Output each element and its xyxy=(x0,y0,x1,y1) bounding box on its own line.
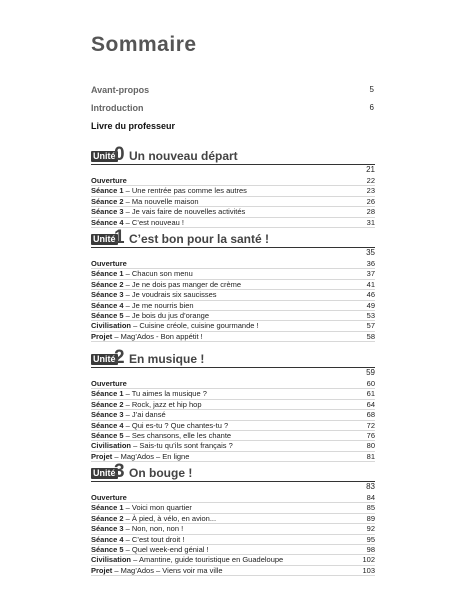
entry-page-number: 92 xyxy=(366,524,375,534)
entry-text: Mag’Ados – Viens voir ma ville xyxy=(120,565,223,575)
entry-keyword: Projet xyxy=(91,331,113,341)
entry-keyword: Civilisation xyxy=(91,441,132,451)
unit-heading xyxy=(91,347,375,377)
entry-text: C’est tout droit ! xyxy=(131,534,185,544)
entry-keyword: Séance 2 xyxy=(91,399,124,409)
toc-entry xyxy=(91,545,375,555)
entry-text: Je bois du jus d’orange xyxy=(131,310,210,320)
toc-entry xyxy=(91,389,375,399)
unit-badge: Unité xyxy=(93,234,116,244)
entry-page-number: 46 xyxy=(366,290,375,300)
entry-keyword: Séance 2 xyxy=(91,513,124,523)
toc-entry xyxy=(91,176,375,186)
entry-keyword: Séance 5 xyxy=(91,430,124,440)
toc-entry xyxy=(91,259,375,269)
toc-entry xyxy=(91,321,375,331)
unit-badge: Unité xyxy=(93,354,116,364)
entry-separator: – xyxy=(123,310,132,320)
entry-page-number: 98 xyxy=(366,544,375,554)
entry-page-number: 84 xyxy=(366,493,375,502)
entry-text: Je vais faire de nouvelles activités xyxy=(131,207,246,217)
entry-page-number: 22 xyxy=(366,176,375,185)
entry-separator: – xyxy=(123,196,132,206)
entry-page-number: 89 xyxy=(366,513,375,523)
entry-keyword: Séance 3 xyxy=(91,524,124,534)
entry-keyword: Ouverture xyxy=(91,379,127,388)
entry-separator: – xyxy=(123,269,132,279)
entry-page-number: 85 xyxy=(366,503,375,513)
unit-entry-list xyxy=(91,176,375,228)
entry-keyword: Séance 5 xyxy=(91,544,124,554)
toc-entry xyxy=(91,566,375,576)
entry-keyword: Séance 1 xyxy=(91,389,124,399)
entry-page-number: 58 xyxy=(366,331,375,341)
entry-text: Je voudrais six saucisses xyxy=(131,290,217,300)
toc-entry xyxy=(91,311,375,321)
entry-text: Une rentrée pas comme les autres xyxy=(131,186,247,196)
entry-separator: – xyxy=(123,544,132,554)
entry-separator: – xyxy=(123,420,132,430)
entry-text: Sais-tu qu’ils sont français ? xyxy=(139,441,233,451)
entry-keyword: Séance 2 xyxy=(91,279,124,289)
unit-badge: Unité xyxy=(93,151,116,161)
entry-separator: – xyxy=(123,503,132,513)
entry-separator: – xyxy=(123,279,132,289)
entry-keyword: Ouverture xyxy=(91,259,127,268)
entry-page-number: 80 xyxy=(366,441,375,451)
entry-separator: – xyxy=(123,534,132,544)
toc-entry xyxy=(91,218,375,228)
entry-page-number: 49 xyxy=(366,300,375,310)
unit-number: 0 xyxy=(114,144,125,165)
entry-keyword: Séance 4 xyxy=(91,534,124,544)
entry-text: Mag’Ados – En ligne xyxy=(120,451,190,461)
entry-text: Je ne dois pas manger de crème xyxy=(131,279,242,289)
entry-keyword: Séance 1 xyxy=(91,269,124,279)
unit-page-number: 35 xyxy=(366,248,375,257)
toc-entry xyxy=(91,503,375,513)
entry-keyword: Civilisation xyxy=(91,555,132,565)
entry-separator: – xyxy=(123,399,132,409)
unit-badge: Unité xyxy=(93,468,116,478)
entry-separator: – xyxy=(123,430,132,440)
toc-entry xyxy=(91,379,375,389)
entry-separator: – xyxy=(131,321,140,331)
toc-entry xyxy=(91,493,375,503)
entry-keyword: Ouverture xyxy=(91,493,127,502)
entry-separator: – xyxy=(123,513,132,523)
entry-page-number: 102 xyxy=(362,555,375,565)
toc-entry xyxy=(91,431,375,441)
entry-page-number: 76 xyxy=(366,430,375,440)
toc-entry xyxy=(91,441,375,451)
front-item xyxy=(91,102,374,114)
entry-keyword: Séance 4 xyxy=(91,420,124,430)
front-item xyxy=(91,120,374,132)
entry-page-number: 28 xyxy=(366,207,375,217)
entry-keyword: Séance 3 xyxy=(91,410,124,420)
entry-text: Voici mon quartier xyxy=(131,503,192,513)
entry-page-number: 103 xyxy=(362,565,375,575)
entry-keyword: Séance 3 xyxy=(91,207,124,217)
toc-entry xyxy=(91,269,375,279)
unit-section xyxy=(91,463,375,576)
entry-page-number: 60 xyxy=(366,379,375,388)
entry-text: À pied, à vélo, en avion... xyxy=(131,513,217,523)
entry-keyword: Séance 4 xyxy=(91,300,124,310)
unit-entry-list xyxy=(91,493,375,576)
entry-page-number: 31 xyxy=(366,217,375,227)
front-item-label: Introduction xyxy=(91,103,144,113)
toc-entry xyxy=(91,186,375,196)
front-item-page: 6 xyxy=(369,103,374,112)
toc-entry xyxy=(91,301,375,311)
entry-text: Quel week-end génial ! xyxy=(131,544,209,554)
toc-entry xyxy=(91,524,375,534)
toc-entry xyxy=(91,332,375,342)
toc-entry xyxy=(91,535,375,545)
unit-title: On bouge ! xyxy=(129,466,193,480)
entry-keyword: Séance 1 xyxy=(91,186,124,196)
entry-page-number: 61 xyxy=(366,389,375,399)
toc-entry xyxy=(91,514,375,524)
entry-keyword: Séance 5 xyxy=(91,310,124,320)
entry-keyword: Séance 3 xyxy=(91,290,124,300)
entry-separator: – xyxy=(123,290,132,300)
toc-entry xyxy=(91,197,375,207)
entry-page-number: 95 xyxy=(366,534,375,544)
entry-text: Chacun son menu xyxy=(131,269,193,279)
entry-page-number: 53 xyxy=(366,310,375,320)
entry-separator: – xyxy=(112,331,121,341)
entry-text: Ma nouvelle maison xyxy=(131,196,199,206)
toc-entry xyxy=(91,290,375,300)
front-item-page: 5 xyxy=(369,85,374,94)
toc-entry xyxy=(91,555,375,565)
unit-title: Un nouveau départ xyxy=(129,149,238,163)
entry-text: Non, non, non ! xyxy=(131,524,184,534)
entry-page-number: 81 xyxy=(366,451,375,461)
entry-separator: – xyxy=(123,410,132,420)
entry-page-number: 36 xyxy=(366,259,375,268)
unit-page-number: 83 xyxy=(366,482,375,491)
unit-entry-list xyxy=(91,259,375,342)
entry-keyword: Projet xyxy=(91,451,113,461)
entry-page-number: 64 xyxy=(366,399,375,409)
entry-text: Cuisine créole, cuisine gourmande ! xyxy=(139,321,259,331)
unit-section xyxy=(91,229,375,342)
entry-keyword: Séance 1 xyxy=(91,503,124,513)
entry-text: J’ai dansé xyxy=(131,410,166,420)
unit-heading xyxy=(91,144,375,174)
entry-separator: – xyxy=(112,451,121,461)
entry-page-number: 37 xyxy=(366,269,375,279)
entry-text: Rock, jazz et hip hop xyxy=(131,399,202,409)
page-title: Sommaire xyxy=(91,33,197,56)
toc-entry xyxy=(91,400,375,410)
entry-text: Tu aimes la musique ? xyxy=(131,389,207,399)
entry-keyword: Ouverture xyxy=(91,176,127,185)
unit-number: 2 xyxy=(114,347,125,368)
entry-text: C’est nouveau ! xyxy=(131,217,184,227)
entry-separator: – xyxy=(131,441,140,451)
unit-heading xyxy=(91,461,375,491)
entry-text: Ses chansons, elle les chante xyxy=(131,430,232,440)
unit-page-number: 59 xyxy=(366,368,375,377)
toc-entry xyxy=(91,280,375,290)
entry-page-number: 26 xyxy=(366,196,375,206)
unit-heading xyxy=(91,227,375,257)
unit-number: 1 xyxy=(114,227,125,248)
entry-text: Je me nourris bien xyxy=(131,300,194,310)
front-item-label: Livre du professeur xyxy=(91,121,176,131)
entry-separator: – xyxy=(123,186,132,196)
entry-text: Qui es-tu ? Que chantes-tu ? xyxy=(131,420,229,430)
entry-page-number: 72 xyxy=(366,420,375,430)
entry-separator: – xyxy=(123,524,132,534)
unit-title: En musique ! xyxy=(129,352,205,366)
unit-section xyxy=(91,146,375,228)
entry-page-number: 41 xyxy=(366,279,375,289)
entry-separator: – xyxy=(123,389,132,399)
entry-page-number: 68 xyxy=(366,410,375,420)
toc-entry xyxy=(91,421,375,431)
front-item xyxy=(91,84,374,96)
unit-section xyxy=(91,349,375,462)
entry-separator: – xyxy=(131,555,139,565)
unit-title: C’est bon pour la santé ! xyxy=(129,232,270,246)
entry-page-number: 23 xyxy=(366,186,375,196)
unit-number: 3 xyxy=(114,461,125,482)
entry-keyword: Séance 2 xyxy=(91,196,124,206)
toc-entry xyxy=(91,410,375,420)
entry-separator: – xyxy=(123,207,132,217)
toc-entry xyxy=(91,452,375,462)
entry-separator: – xyxy=(123,300,132,310)
unit-page-number: 21 xyxy=(366,165,375,174)
toc-entry xyxy=(91,207,375,217)
unit-entry-list xyxy=(91,379,375,462)
entry-keyword: Séance 4 xyxy=(91,217,124,227)
entry-page-number: 57 xyxy=(366,321,375,331)
entry-keyword: Civilisation xyxy=(91,321,132,331)
entry-text: Amantine, guide touristique en Guadeloupe xyxy=(138,555,284,565)
entry-separator: – xyxy=(112,565,121,575)
entry-separator: – xyxy=(123,217,132,227)
entry-text: Mag’Ados - Bon appétit ! xyxy=(120,331,203,341)
front-item-label: Avant-propos xyxy=(91,85,150,95)
entry-keyword: Projet xyxy=(91,565,113,575)
